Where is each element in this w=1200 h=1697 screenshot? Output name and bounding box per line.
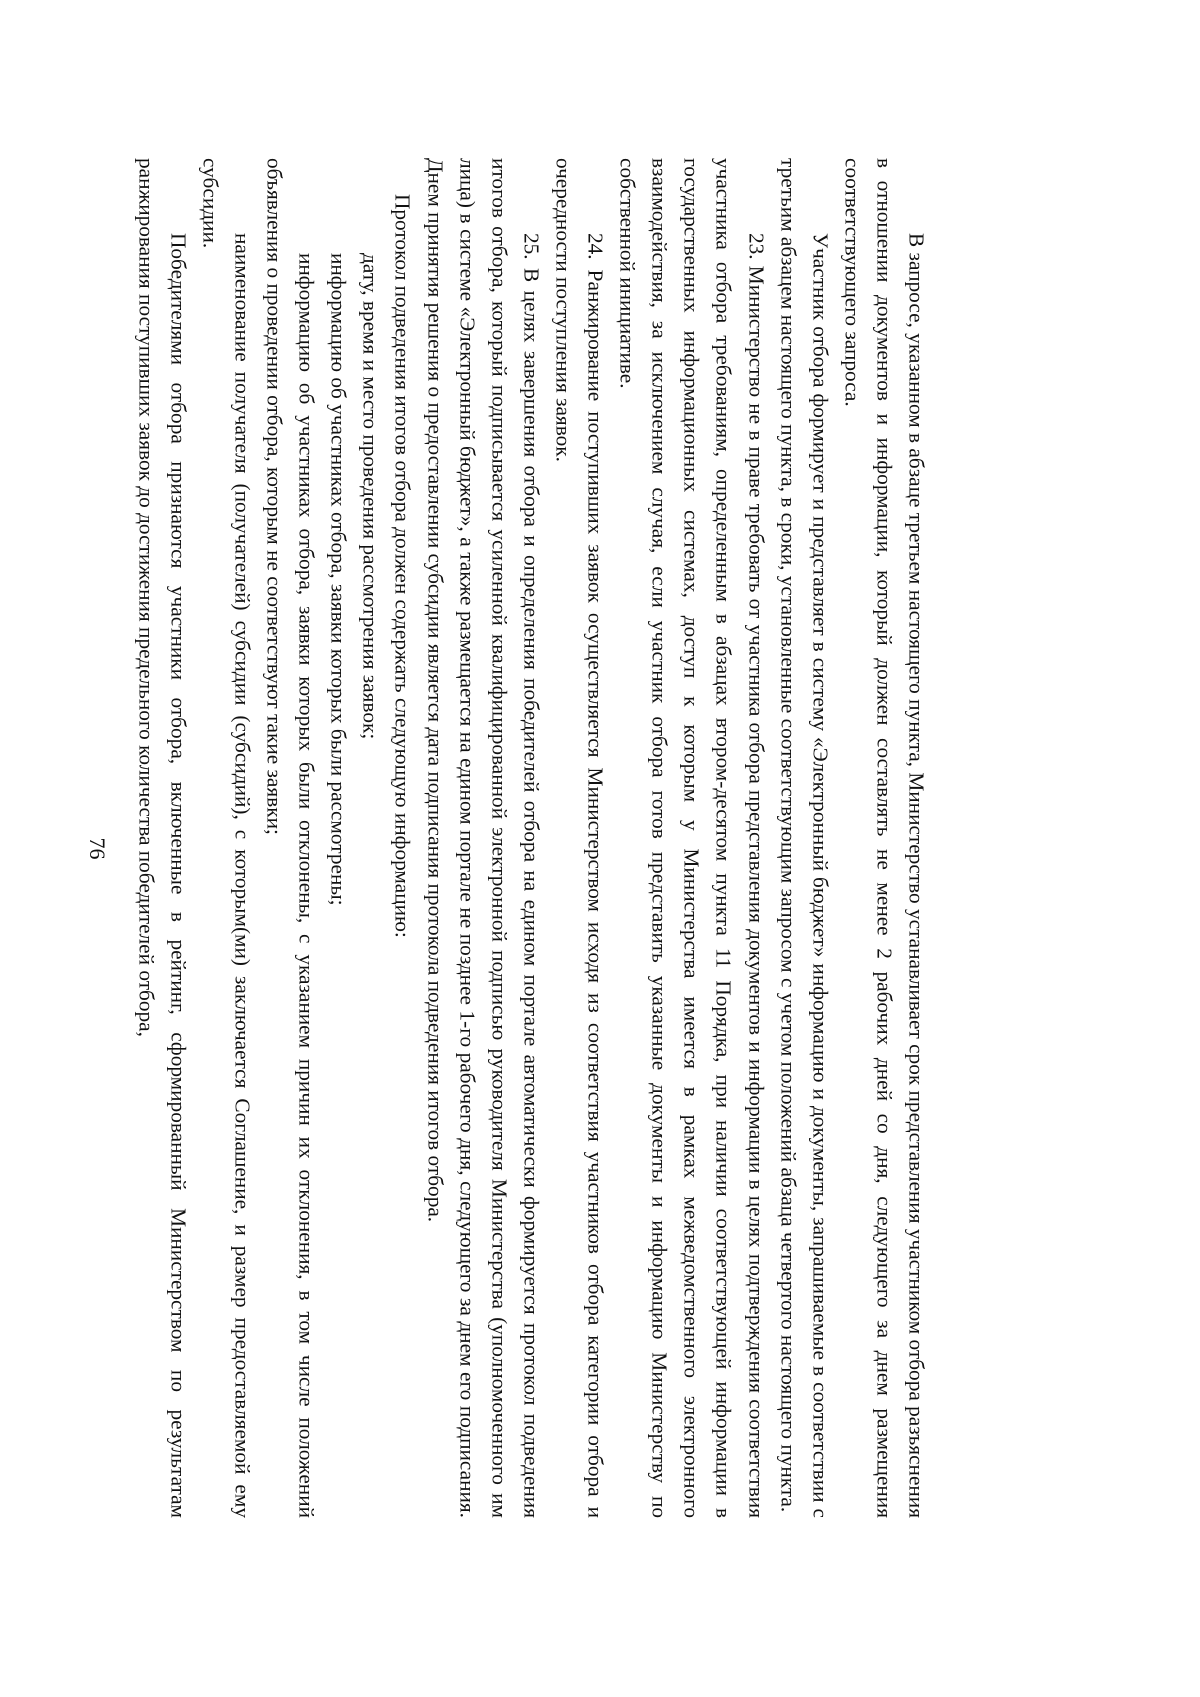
paragraph-clause-25: 25. В целях завершения отбора и определения победителей отбора на едином портале автоматически формируется протокол подведения итогов отбора, который подписывается усиленной квалифицированной электронной подписью руководителя Министерства (уполномоченного им лица) в системе «Электронный бюджет», а также размещается на едином портале не позднее 1-го рабочего дня, следующего за днем его подписания. Днем принятия решения о предоставлении субсидии является дата подписания протокола подведения итогов отбора. xyxy=(422,158,544,1518)
paragraph-clause-24: 24. Ранжирование поступивших заявок осуществляется Министерством исходя из соответствия участников отбора категории отбора и очередности поступления заявок. xyxy=(551,158,608,1518)
paragraph-winners: Победителями отбора признаются участники отбора, включенные в рейтинг, сформированный Министерством по результатам ранжирования поступивших заявок до достижения предельного количества победителей отбора, xyxy=(134,158,191,1518)
paragraph-participant-submission: Участник отбора формирует и представляет в систему «Электронный бюджет» информацию и документы, запрашиваемые в соответствии с третьим абзацем настоящего пункта, в сроки, установленные соответствующим запросом с учетом положений абзаца четвертого настоящего пункта. xyxy=(775,158,833,1518)
list-item-recipient-name: наименование получателя (получателей) субсидии (субсидий), с которым(ми) заключается Соглашение, и размер предоставляемой ему субсидии. xyxy=(198,158,255,1518)
list-item-considered-bids: информацию об участниках отбора, заявки которых были рассмотрены; xyxy=(326,253,351,906)
document-body xyxy=(130,158,1105,1518)
paragraph-protocol-contents: Протокол подведения итогов отбора должен содержать следующую информацию: xyxy=(390,194,415,938)
paragraph-query-deadline: В запросе, указанном в абзаце третьем настоящего пункта, Министерство устанавливает срок представления участником отбора разъяснения в отношении документов и информации, который должен составлять не менее 2 рабочих дней со дня, следующего за днем размещения соответствующего запроса. xyxy=(840,158,929,1518)
list-item-rejected-bids: информацию об участниках отбора, заявки которых были отклонены, с указанием причин их отклонения, в том числе положений объявления о проведении отбора, которым не соответствуют такие заявки; xyxy=(262,158,319,1518)
list-item-date-time: дату, время и место проведения рассмотрения заявок; xyxy=(358,253,383,740)
page-number: 76 xyxy=(85,837,110,860)
paragraph-clause-23: 23. Министерство не в праве требовать от участника отбора представления документов и информации в целях подтверждения соответствия участника отбора требованиям, определенным в абзацах втором-десятом пункта 11 Порядка, при наличии соответствующей информации в государственных информационных системах, доступ к которым у Министерства имеется в рамках межведомственного электронного взаимодействия, за исключением случая, если участник отбора готов представить указанные документы и информацию Министерству по собственной инициативе. xyxy=(615,158,768,1518)
